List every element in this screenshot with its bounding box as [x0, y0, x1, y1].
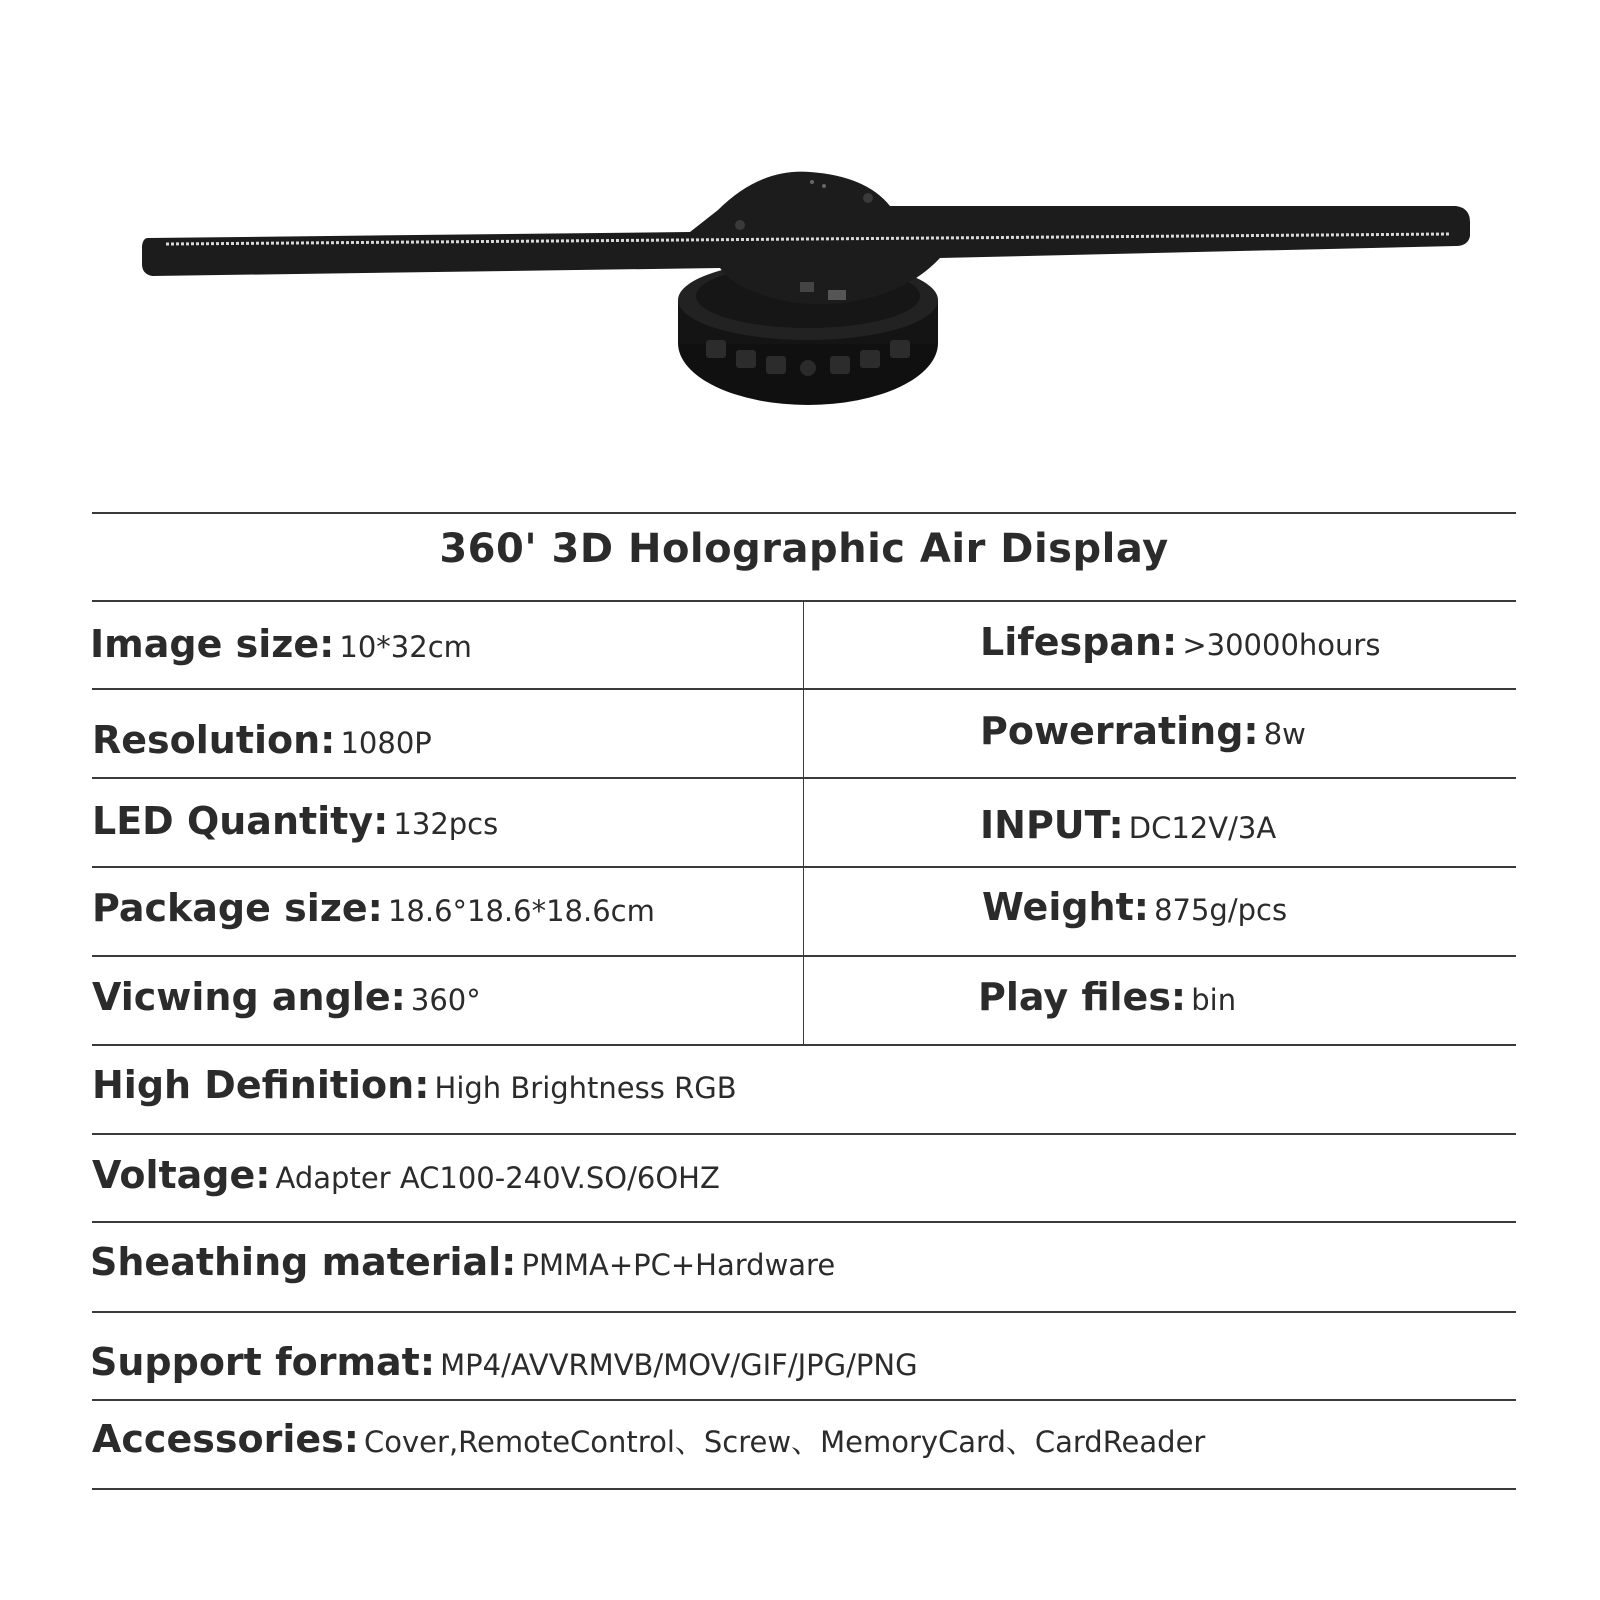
spec-high-definition	[92, 1063, 737, 1107]
spec-value: Cover,RemoteControl、Screw、MemoryCard、CardReader	[364, 1425, 1206, 1459]
rule-4	[92, 866, 1516, 868]
rule-9	[92, 1311, 1516, 1313]
spec-label: LED Quantity:	[92, 799, 389, 843]
spec-sheathing-material	[90, 1240, 836, 1284]
spec-viewing-angle	[92, 975, 481, 1019]
rule-7	[92, 1133, 1516, 1135]
rule-5	[92, 955, 1516, 957]
spec-label: Resolution:	[92, 718, 336, 762]
spec-value: DC12V/3A	[1128, 811, 1277, 845]
spec-support-format	[90, 1340, 918, 1384]
spec-label: Package size:	[92, 886, 383, 930]
spec-play-files	[978, 975, 1237, 1019]
spec-package-size	[92, 886, 655, 930]
spec-value: Adapter AC100-240V.SO/6OHZ	[275, 1161, 720, 1195]
spec-value: bin	[1191, 983, 1237, 1017]
spec-image-size	[90, 622, 472, 666]
spec-value: 360°	[410, 983, 481, 1017]
device-rotor	[142, 172, 1470, 305]
spec-value: 10*32cm	[339, 630, 472, 664]
spec-label: Sheathing material:	[90, 1240, 517, 1284]
spec-label: Accessories:	[92, 1417, 359, 1461]
rule-bottom	[92, 1488, 1516, 1490]
rule-10	[92, 1399, 1516, 1401]
spec-label: Play files:	[978, 975, 1187, 1019]
spec-label: Voltage:	[92, 1153, 271, 1197]
spec-weight	[982, 885, 1288, 929]
rule-3	[92, 777, 1516, 779]
rule-1	[92, 600, 1516, 602]
spec-value: 875g/pcs	[1154, 893, 1288, 927]
spec-led-quantity	[92, 799, 499, 843]
spec-lifespan	[980, 620, 1381, 664]
spec-value: 18.6°18.6*18.6cm	[387, 894, 655, 928]
product-image	[0, 0, 1600, 500]
spec-accessories	[92, 1417, 1206, 1461]
spec-label: Support format:	[90, 1340, 436, 1384]
spec-label: Vicwing angle:	[92, 975, 406, 1019]
rule-6	[92, 1044, 1516, 1046]
rule-2	[92, 688, 1516, 690]
spec-value: PMMA+PC+Hardware	[521, 1248, 836, 1282]
spec-voltage	[92, 1153, 720, 1197]
rule-8	[92, 1221, 1516, 1223]
spec-label: Lifespan:	[980, 620, 1178, 664]
spec-title: 360' 3D Holographic Air Display	[439, 526, 1169, 572]
column-divider	[803, 601, 804, 1046]
spec-resolution	[92, 718, 432, 762]
rule-top	[92, 512, 1516, 514]
spec-input	[980, 803, 1277, 847]
spec-label: High Definition:	[92, 1063, 430, 1107]
spec-label: Weight:	[982, 885, 1149, 929]
spec-power-rating	[980, 709, 1306, 753]
spec-label: INPUT:	[980, 803, 1124, 847]
spec-value: 1080P	[340, 726, 432, 760]
spec-value: MP4/AVVRMVB/MOV/GIF/JPG/PNG	[440, 1348, 918, 1382]
spec-label: Powerrating:	[980, 709, 1259, 753]
spec-label: Image size:	[90, 622, 335, 666]
spec-value: High Brightness RGB	[434, 1071, 737, 1105]
spec-value: 132pcs	[393, 807, 499, 841]
spec-value: >30000hours	[1182, 628, 1381, 662]
spec-value: 8w	[1263, 717, 1306, 751]
